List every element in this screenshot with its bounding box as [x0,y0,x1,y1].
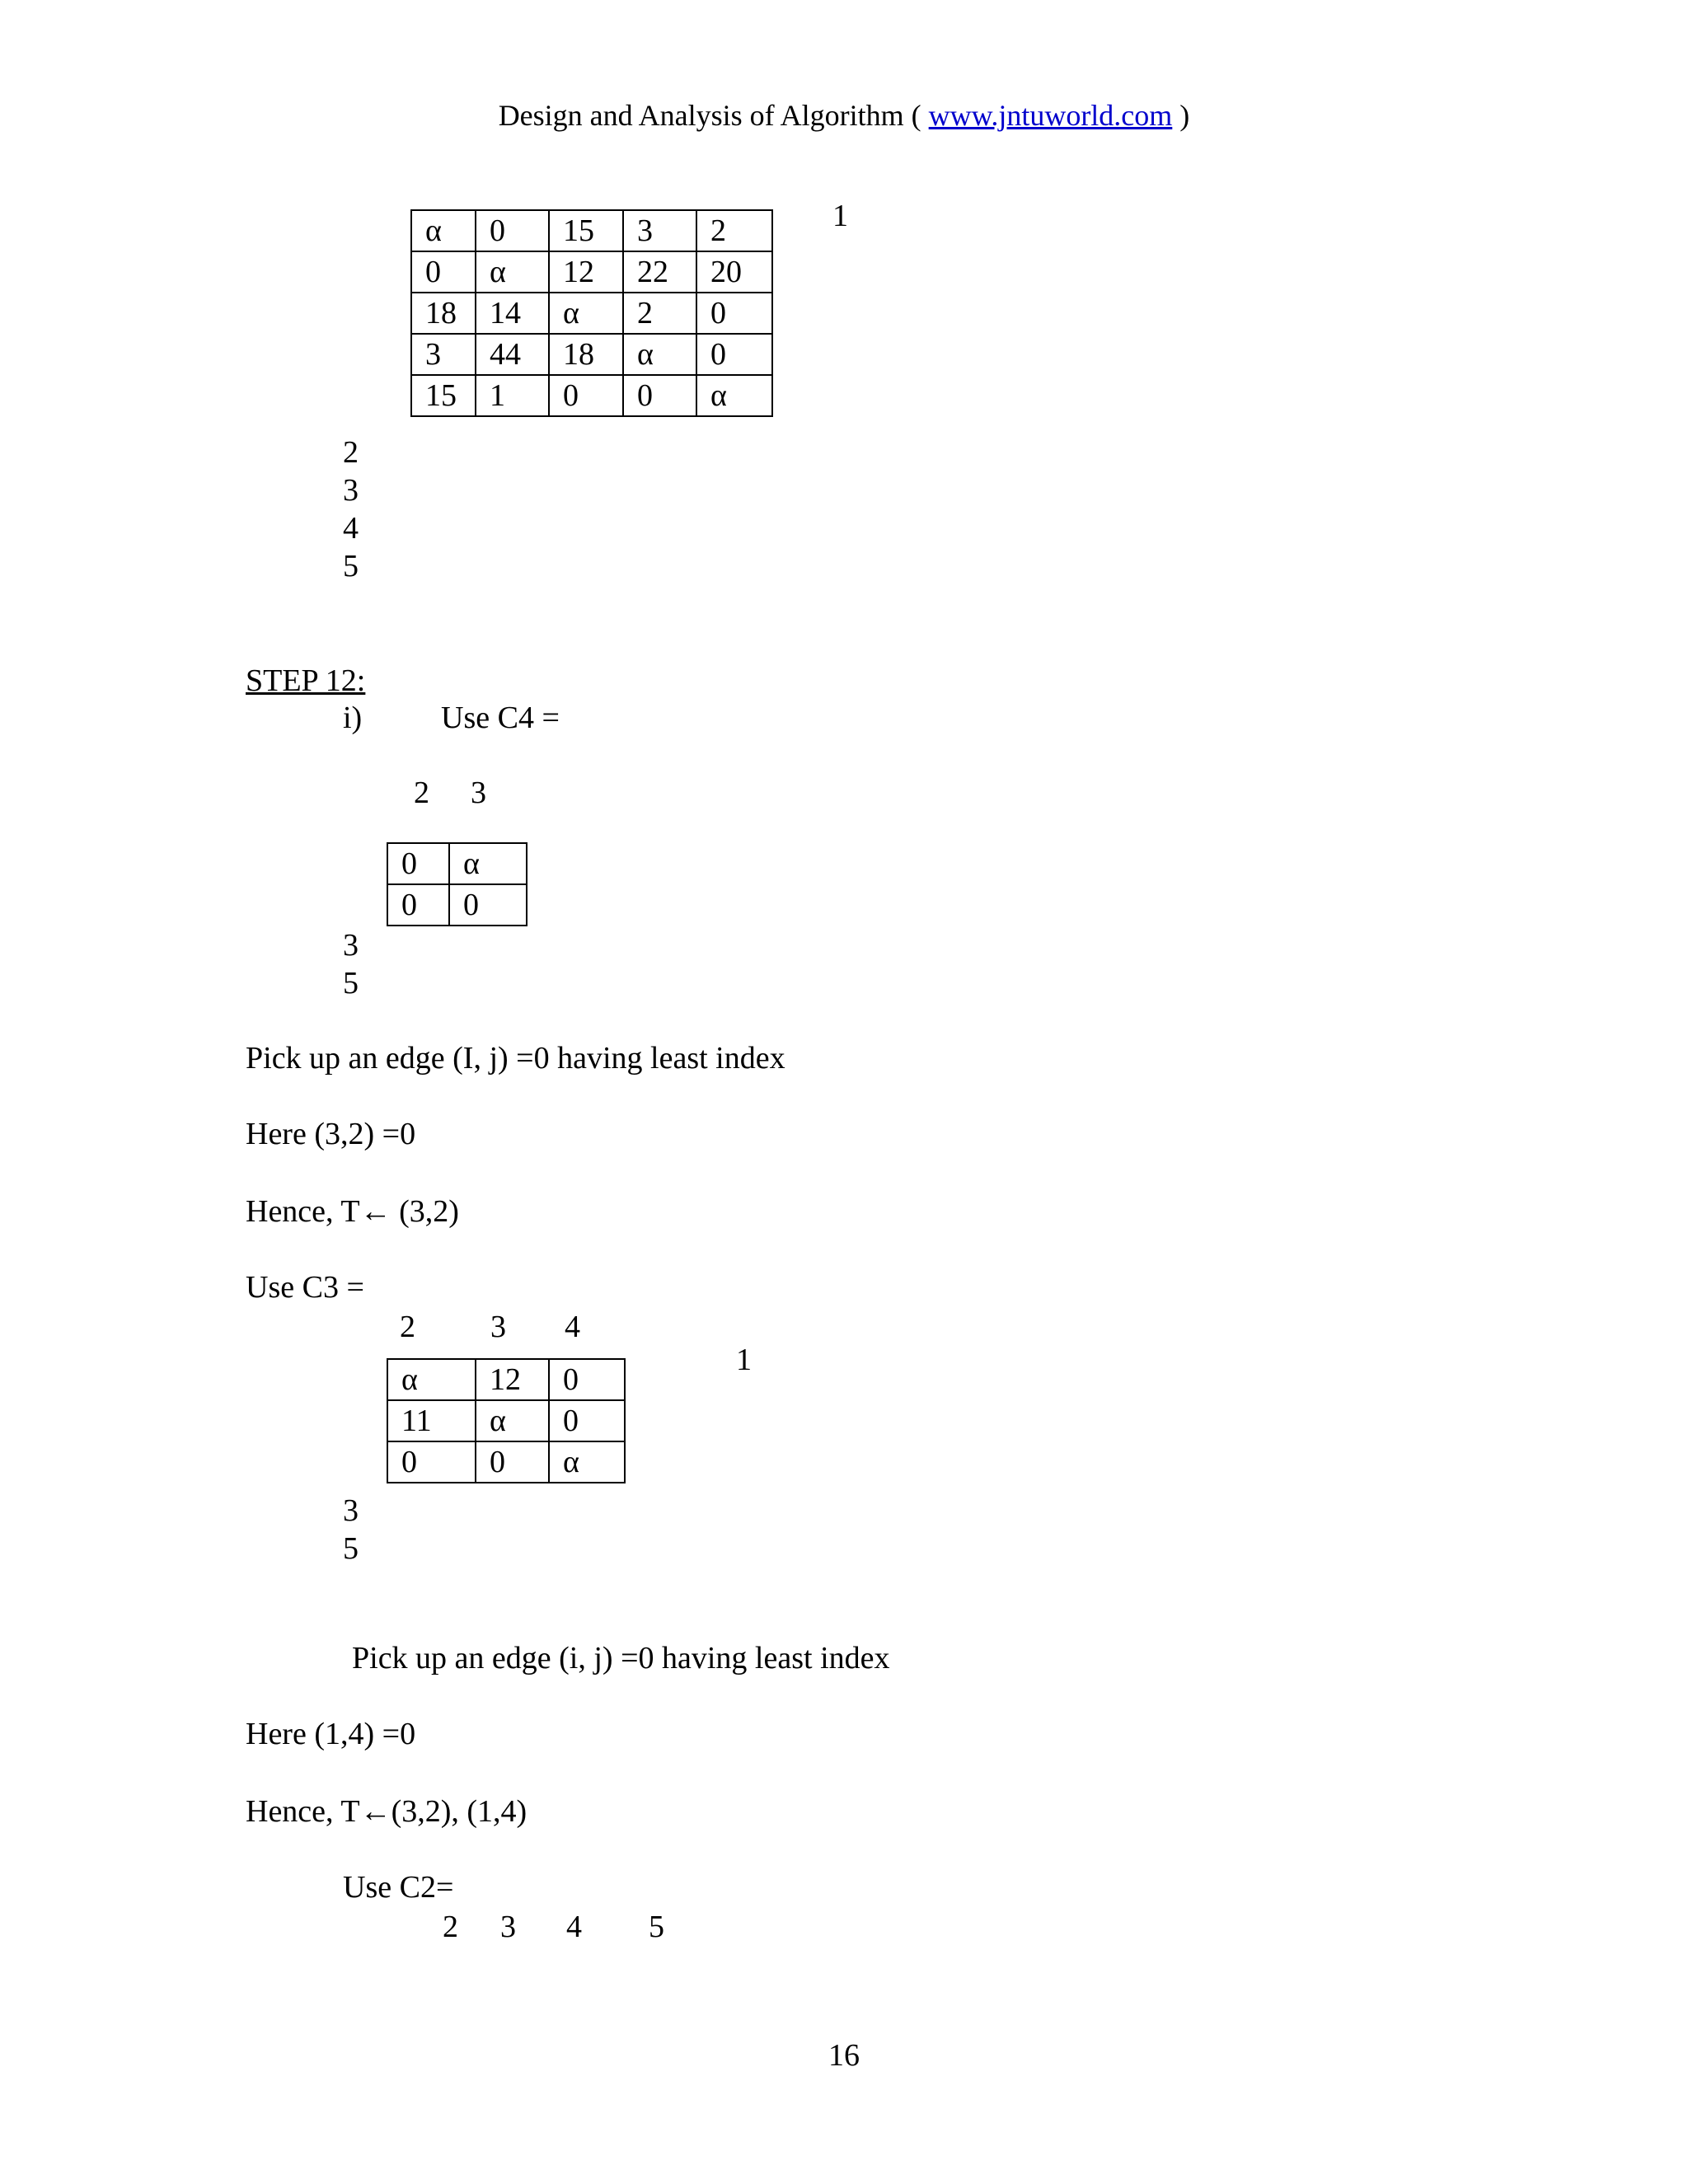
matrix-cell: 44 [476,334,549,375]
matrix-cell: 12 [476,1359,549,1400]
text-hence-1: Hence, T← (3,2) [246,1194,459,1229]
matrix-row [387,1359,625,1400]
col-label: 3 [500,1910,516,1944]
use-c3-label: Use C3 = [246,1270,364,1305]
matrix-cell: α [387,1359,476,1400]
use-c4-label: Use C4 = [441,701,560,735]
row-label: 4 [343,511,359,546]
matrix-cell: 0 [476,210,549,251]
col-label: 3 [490,1310,506,1344]
matrix-cell: α [549,293,623,334]
col-label: 3 [471,776,486,810]
matrix-cell: 0 [476,1441,549,1483]
step-12-item: i) [343,701,363,735]
matrix-cell: 22 [623,251,696,293]
matrix-cell: 1 [476,375,549,416]
matrix-row [411,293,772,334]
row-label: 3 [343,928,359,963]
matrix-row [411,210,772,251]
matrix-cell: 0 [696,293,772,334]
row-label: 3 [343,473,359,508]
matrix-cell: 18 [411,293,476,334]
matrix-cell: 0 [549,1400,625,1441]
step-12-title: STEP 12: [246,663,366,698]
matrix-row [411,375,772,416]
matrix-cell: 2 [696,210,772,251]
text-hence-2: Hence, T←(3,2), (1,4) [246,1794,528,1829]
matrix-cell: α [623,334,696,375]
matrix-cell: α [449,843,527,884]
matrix-c3-row-labels [343,1492,359,1568]
matrix-row [387,1441,625,1483]
col-label: 4 [566,1910,582,1944]
matrix-row [387,843,527,884]
text-here-2: Here (1,4) =0 [246,1717,416,1751]
matrix-cell: α [476,251,549,293]
page-number: 16 [828,2038,860,2073]
header-prefix: Design and Analysis of Algorithm ( [498,99,929,132]
page-header [0,97,1688,134]
matrix-cell: 0 [623,375,696,416]
header-link[interactable]: www.jntuworld.com [928,99,1173,132]
matrix-cell: 14 [476,293,549,334]
matrix-cell: 0 [696,334,772,375]
col-label: 4 [565,1310,580,1344]
row-label: 3 [343,1493,359,1528]
col-label: 5 [649,1910,664,1944]
matrix-1-side-label: 1 [832,199,848,233]
col-label: 2 [443,1910,458,1944]
matrix-cell: α [411,210,476,251]
row-label: 5 [343,1531,359,1566]
matrix-cell: 15 [549,210,623,251]
header-suffix: ) [1172,99,1190,132]
matrix-cell: 3 [623,210,696,251]
text-here-1: Here (3,2) =0 [246,1117,416,1151]
matrix-row [387,1400,625,1441]
matrix-c4 [387,842,528,926]
matrix-cell: 12 [549,251,623,293]
matrix-1-row-labels [343,434,359,585]
matrix-1 [410,209,773,417]
use-c2-label: Use C2= [343,1870,454,1905]
matrix-cell: α [549,1441,625,1483]
matrix-cell: 0 [387,1441,476,1483]
matrix-cell: 0 [411,251,476,293]
matrix-c3-side-label: 1 [736,1343,752,1377]
row-label: 5 [343,966,359,1001]
text-pick-edge-2: Pick up an edge (i, j) =0 having least index [352,1641,890,1675]
text-pick-edge-1: Pick up an edge (I, j) =0 having least index [246,1041,785,1076]
matrix-c4-row-labels [343,926,359,1002]
matrix-cell: 0 [387,843,449,884]
matrix-cell: 18 [549,334,623,375]
matrix-cell: 15 [411,375,476,416]
matrix-cell: 20 [696,251,772,293]
matrix-cell: 0 [549,1359,625,1400]
matrix-cell: 0 [549,375,623,416]
matrix-c3 [387,1358,626,1483]
col-label: 2 [400,1310,415,1344]
matrix-row [387,884,527,926]
matrix-cell: 0 [449,884,527,926]
matrix-row [411,251,772,293]
matrix-cell: 2 [623,293,696,334]
matrix-row [411,334,772,375]
matrix-cell: α [696,375,772,416]
matrix-cell: 0 [387,884,449,926]
matrix-cell: 11 [387,1400,476,1441]
matrix-cell: 3 [411,334,476,375]
row-label: 5 [343,549,359,583]
col-label: 2 [414,776,429,810]
row-label: 2 [343,435,359,470]
matrix-cell: α [476,1400,549,1441]
